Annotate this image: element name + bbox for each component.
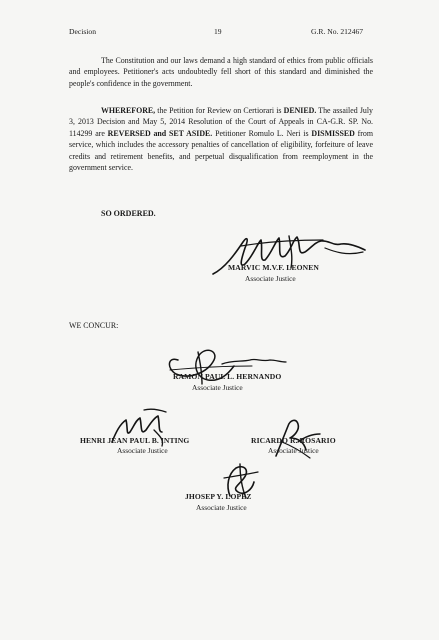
inting-title: Associate Justice xyxy=(117,446,168,455)
dispositive-text-b: The assailed July 3, 2013 Decision and May 5, 2014 Resolution of the Court of Appeals in CA-G.R. SP. No. 114299 are xyxy=(69,106,373,138)
hernando-name: RAMON PAUL L. HERNANDO xyxy=(173,372,282,381)
ponente-title: Associate Justice xyxy=(245,274,296,283)
rosario-name: RICARDO R. ROSARIO xyxy=(251,436,336,445)
ponente-name: MARVIC M.V.F. LEONEN xyxy=(228,263,319,272)
wherefore-label: WHEREFORE, xyxy=(101,106,156,115)
we-concur-label: WE CONCUR: xyxy=(69,321,119,330)
dispositive-text-d: from service, which includes the accessory penalties of cancellation of eligibility, forfeiture of leave credits and retirement benefits, and perpetual disqualification from reemployment in the government service. xyxy=(69,128,373,173)
dispositive-text-a: the Petition for Review on Certiorari is xyxy=(155,106,284,115)
dismissed-label: DISMISSED xyxy=(311,128,355,138)
reversed-label: REVERSED and SET ASIDE. xyxy=(107,128,213,138)
case-number: G.R. No. 212467 xyxy=(311,27,364,36)
lopez-name: JHOSEP Y. LOPEZ xyxy=(185,492,252,501)
so-ordered: SO ORDERED. xyxy=(101,209,156,218)
denied-label: DENIED. xyxy=(283,106,317,115)
paragraph-dispositive xyxy=(69,105,373,173)
hernando-title: Associate Justice xyxy=(192,383,243,392)
inting-name: HENRI JEAN PAUL B. INTING xyxy=(80,436,190,445)
lopez-title: Associate Justice xyxy=(196,503,247,512)
paragraph-ethics: The Constitution and our laws demand a high standard of ethics from public officials and employees. Petitioner's acts undoubtedly fell short of this standard and diminished the people's confidence in the government. xyxy=(69,56,373,88)
dispositive-text-c: Petitioner Romulo L. Neri is xyxy=(212,128,312,138)
header-label: Decision xyxy=(69,27,96,36)
page-number: 19 xyxy=(214,27,222,36)
rosario-title: Associate Justice xyxy=(268,446,319,455)
